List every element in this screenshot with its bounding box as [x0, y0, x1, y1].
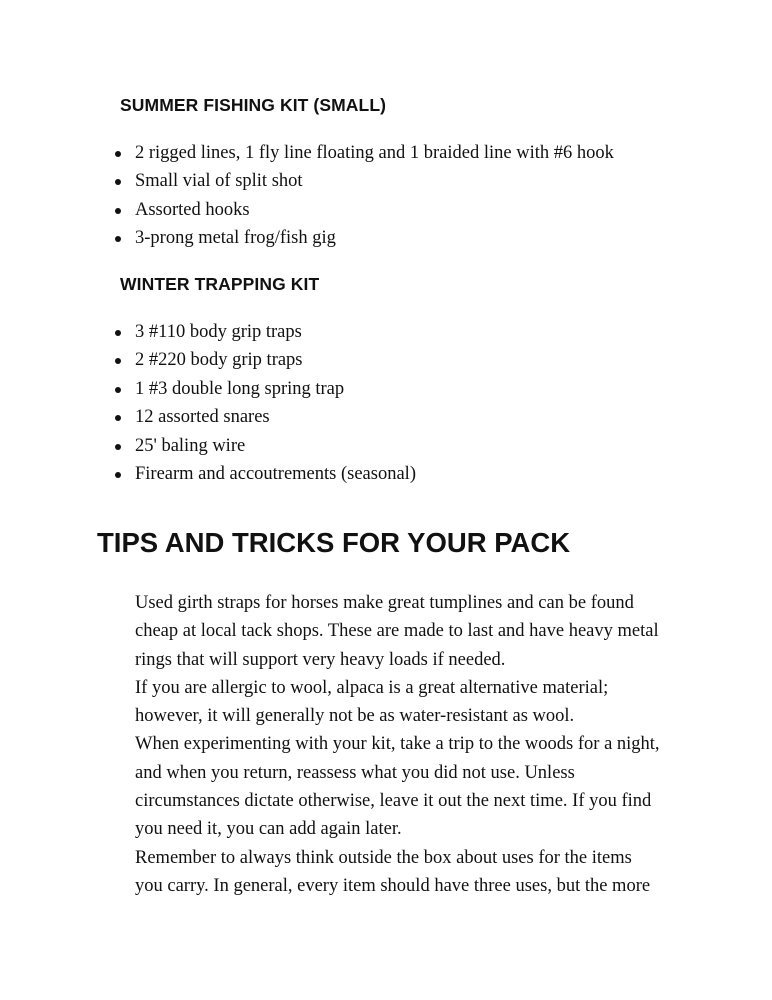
list-item-text: 12 assorted snares [135, 407, 270, 428]
list-item [113, 432, 416, 460]
paragraph-line: When experimenting with your kit, take a trip to the woods for a night, [135, 734, 660, 755]
summer-fishing-kit-heading: SUMMER FISHING KIT (SMALL) [120, 95, 387, 115]
bullet-icon [115, 444, 121, 450]
list-item-text: 1 #3 double long spring trap [135, 378, 345, 399]
winter-trapping-kit-heading: WINTER TRAPPING KIT [120, 274, 320, 294]
list-item [113, 375, 416, 403]
paragraph-line: you carry. In general, every item should have three uses, but the more [135, 875, 651, 896]
list-item-text: 2 rigged lines, 1 fly line floating and 1 braided line with #6 hook [135, 143, 614, 163]
bullet-icon [115, 179, 121, 185]
list-item-text: 2 #220 body grip traps [135, 350, 303, 371]
bullet-icon [115, 415, 121, 421]
bullet-icon [115, 236, 121, 242]
list-item-text: Small vial of split shot [135, 171, 303, 192]
paragraph-line: rings that will support very heavy loads if needed. [135, 649, 506, 670]
list-item [113, 318, 416, 346]
paragraph-line: If you are allergic to wool, alpaca is a great alternative material; [135, 677, 609, 698]
paragraph-line: Used girth straps for horses make great tumplines and can be found [135, 593, 634, 613]
list-item-text: Assorted hooks [135, 199, 250, 220]
bullet-icon [115, 472, 121, 478]
winter-trapping-kit-list [113, 318, 416, 488]
bullet-icon [115, 151, 121, 157]
bullet-icon [115, 208, 121, 214]
bullet-icon [115, 358, 121, 364]
list-item [113, 167, 614, 195]
list-item [113, 403, 416, 431]
list-item [113, 196, 614, 224]
bullet-icon [115, 387, 121, 393]
paragraph-line: and when you return, reassess what you did not use. Unless [135, 762, 575, 783]
tips-and-tricks-heading: TIPS AND TRICKS FOR YOUR PACK [97, 527, 571, 558]
list-item-text: 3 #110 body grip traps [135, 322, 302, 342]
paragraph-line: you need it, you can add again later. [135, 819, 402, 840]
list-item-text: 3-prong metal frog/fish gig [135, 228, 336, 249]
tips-paragraph [135, 589, 695, 900]
summer-fishing-kit-list [113, 139, 614, 253]
list-item [113, 346, 416, 374]
paragraph-line: circumstances dictate otherwise, leave it out the next time. If you find [135, 791, 652, 812]
bullet-icon [115, 330, 121, 336]
list-item-text: Firearm and accoutrements (seasonal) [135, 463, 416, 484]
list-item [113, 460, 416, 488]
list-item [113, 224, 614, 252]
paragraph-line: Remember to always think outside the box about uses for the items [135, 847, 632, 868]
paragraph-line: cheap at local tack shops. These are made to last and have heavy metal [135, 621, 659, 642]
paragraph-line: however, it will generally not be as water-resistant as wool. [135, 706, 575, 727]
list-item [113, 139, 614, 167]
list-item-text: 25' baling wire [135, 435, 246, 456]
